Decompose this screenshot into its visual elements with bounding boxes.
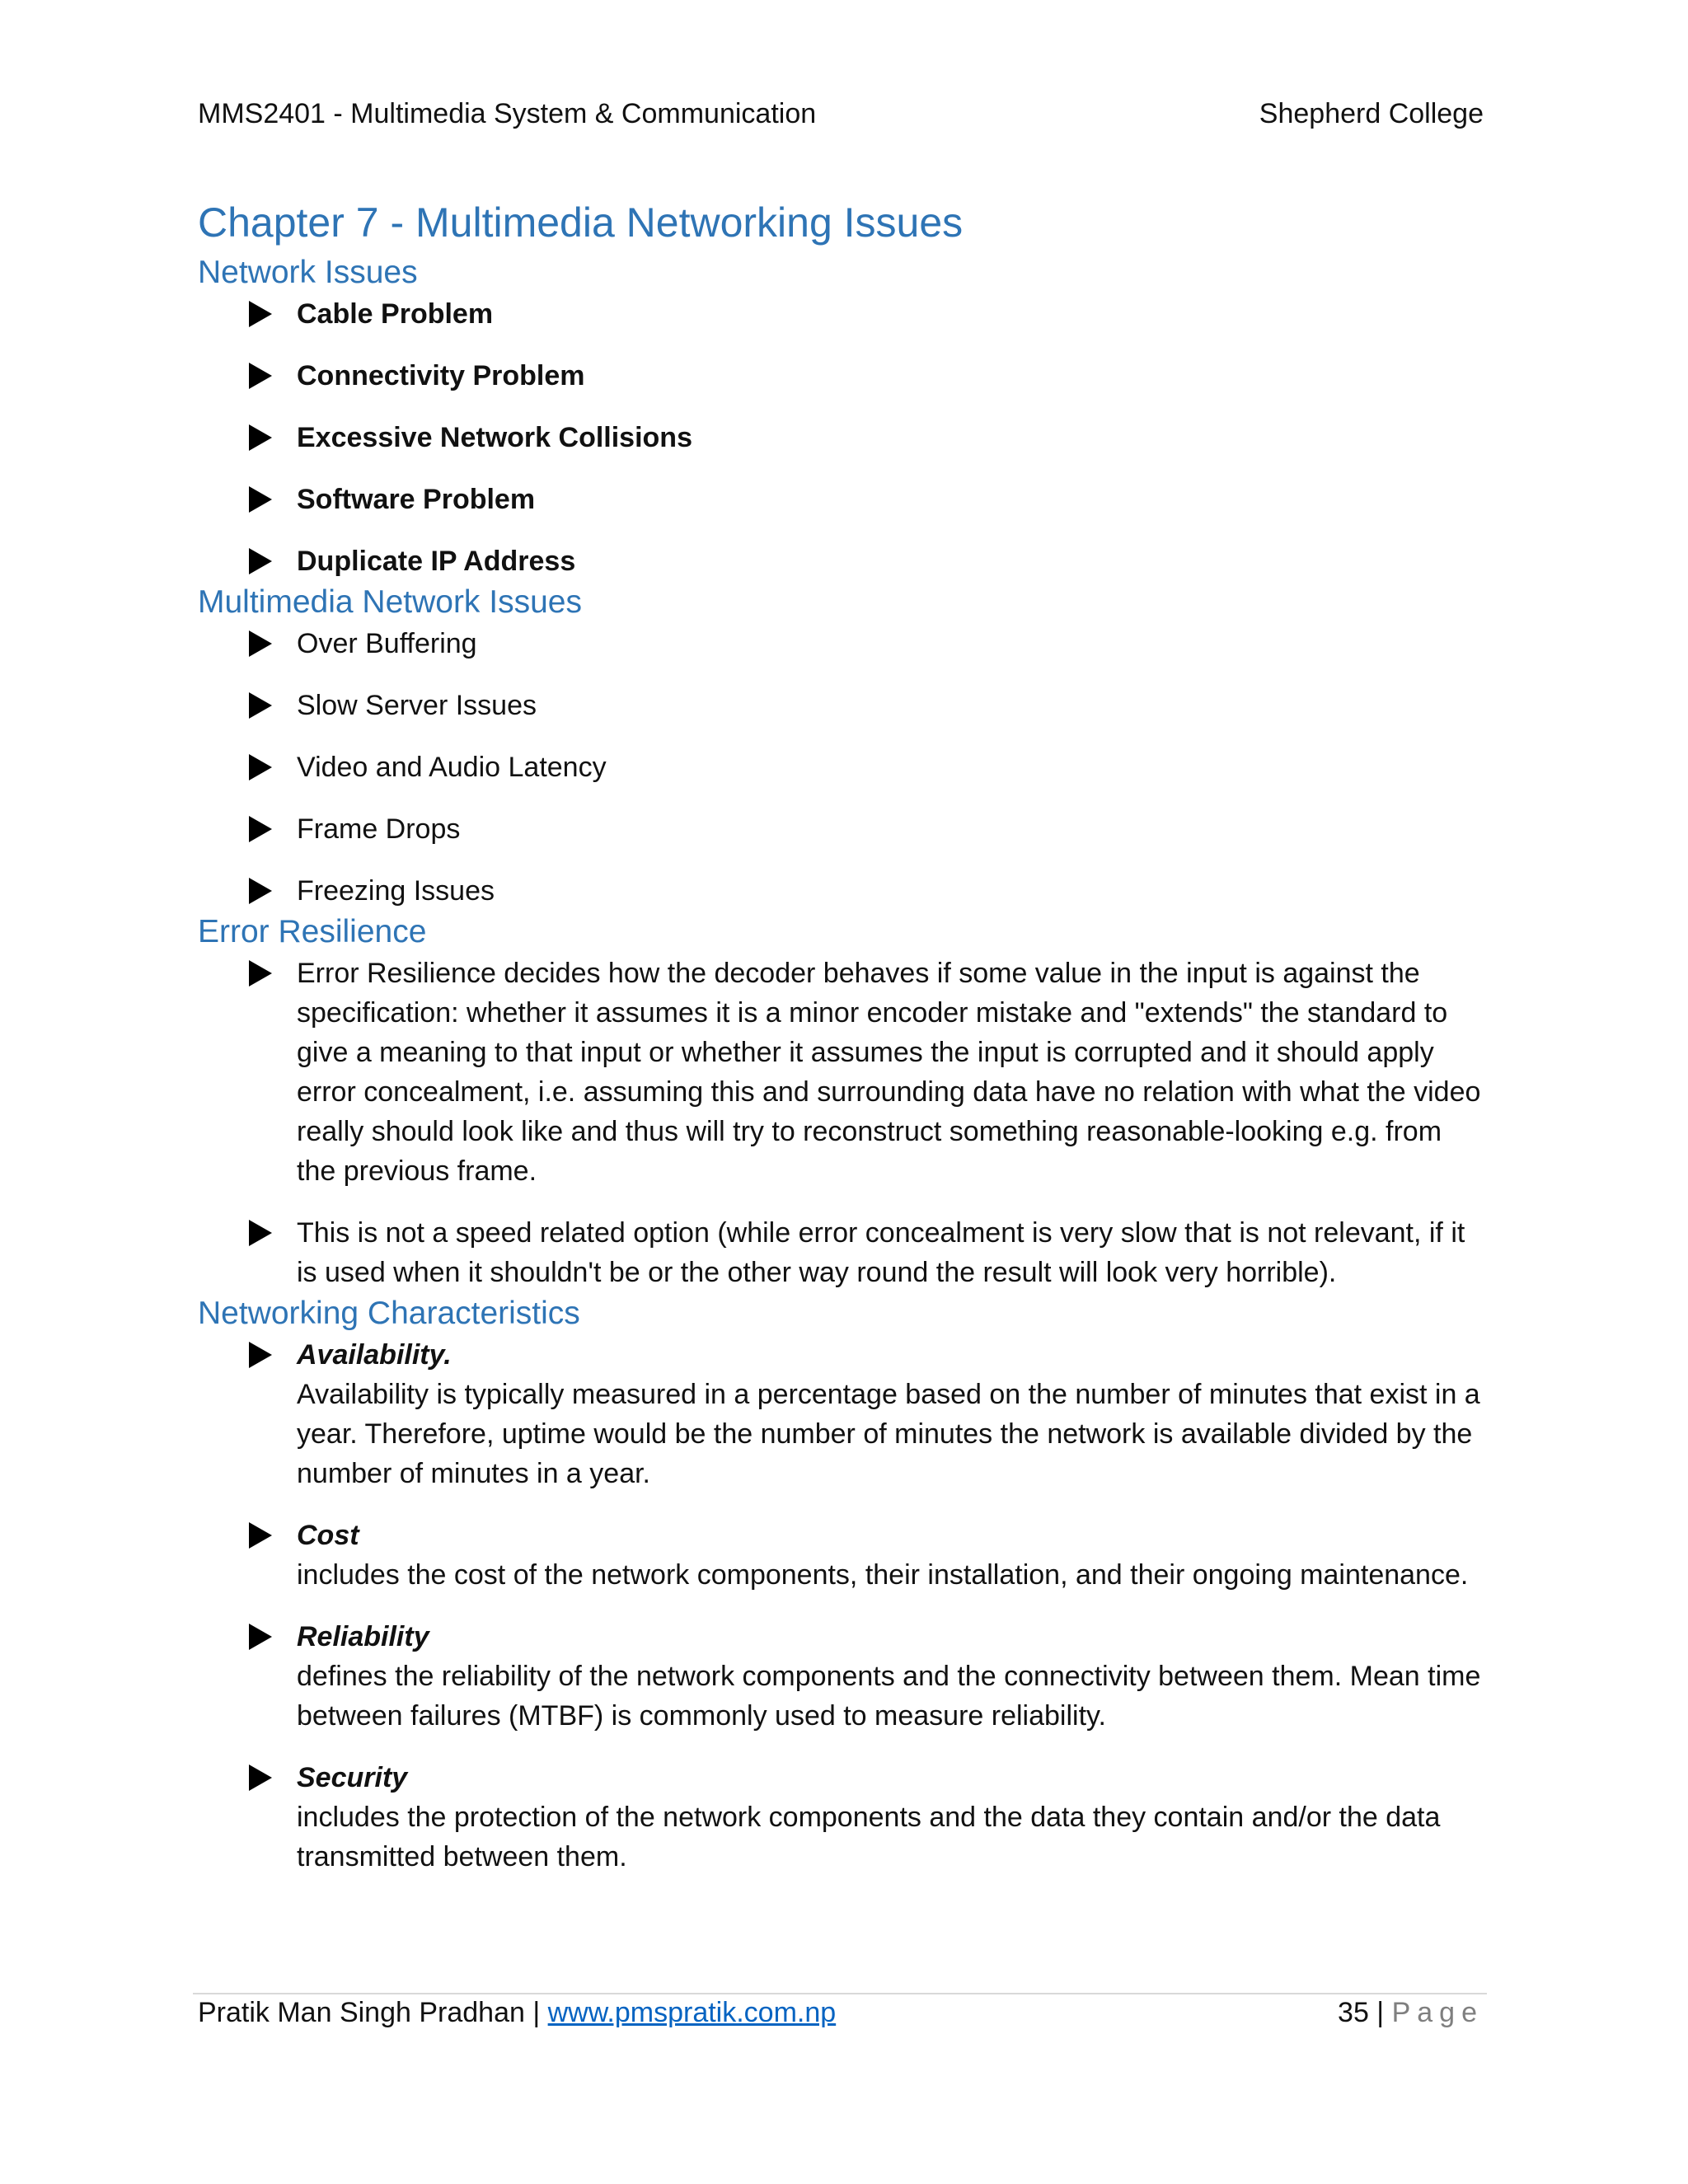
section-heading-error-resilience: Error Resilience: [198, 914, 427, 949]
list-item: Freezing Issues: [198, 871, 1484, 911]
error-resilience-list: [198, 954, 1484, 1292]
characteristic-description: includes the cost of the network components, their installation, and their ongoing maintenance.: [297, 1559, 1469, 1591]
page-number: 35: [1338, 1997, 1369, 2028]
author-name: Pratik Man Singh Pradhan |: [198, 1997, 548, 2028]
list-item: [198, 1516, 1484, 1595]
triangle-bullet-icon: [249, 692, 272, 719]
list-item: Duplicate IP Address: [198, 541, 1484, 581]
page-label: Page: [1391, 1997, 1484, 2028]
characteristic-description: defines the reliability of the network components and the connectivity between them. Mean time between failures (MTBF) is commonly used to measure reliability.: [297, 1661, 1481, 1732]
list-item: Slow Server Issues: [198, 686, 1484, 725]
triangle-bullet-icon: [249, 1522, 272, 1549]
page-separator: |: [1368, 1997, 1392, 2028]
section-heading-network-issues: Network Issues: [198, 255, 418, 290]
list-item: [198, 1335, 1484, 1493]
characteristic-term: Security: [297, 1762, 408, 1793]
list-item: Frame Drops: [198, 809, 1484, 849]
website-link[interactable]: www.pmspratik.com.np: [547, 1997, 837, 2028]
characteristic-term: Reliability: [297, 1621, 429, 1652]
triangle-bullet-icon: [249, 1624, 272, 1650]
triangle-bullet-icon: [249, 754, 272, 780]
college-name: Shepherd College: [1259, 98, 1484, 129]
list-item: This is not a speed related option (while error concealment is very slow that is not relevant, if it is used when it shouldn't be or the other way round the result will look very horrible).: [198, 1213, 1484, 1292]
list-item: [198, 1617, 1484, 1736]
triangle-bullet-icon: [249, 878, 272, 904]
list-item: Software Problem: [198, 480, 1484, 519]
list-item: [198, 1758, 1484, 1877]
chapter-title: Chapter 7 - Multimedia Networking Issues: [198, 199, 964, 246]
list-item: Error Resilience decides how the decoder behaves if some value in the input is against the specification: whether it assumes it is a minor encoder mistake and "extends" the standard to give a meaning to that input or whether it assumes the input is corrupted and it should apply error concealment, i.e. assuming this and surrounding data have no relation with what the video really should look like and thus will try to reconstruct something reasonable-looking e.g. from the previous frame.: [198, 954, 1484, 1191]
triangle-bullet-icon: [249, 363, 272, 389]
list-item: Connectivity Problem: [198, 356, 1484, 396]
network-issues-list: [198, 294, 1484, 581]
page-footer: [198, 1997, 1484, 2038]
multimedia-issues-list: [198, 624, 1484, 911]
triangle-bullet-icon: [249, 816, 272, 842]
footer-divider: [193, 1993, 1487, 1994]
page-content: [198, 194, 1484, 1877]
triangle-bullet-icon: [249, 630, 272, 657]
list-item: Excessive Network Collisions: [198, 418, 1484, 457]
section-heading-multimedia-network-issues: Multimedia Network Issues: [198, 584, 582, 620]
characteristic-description: Availability is typically measured in a percentage based on the number of minutes that exist in a year. Therefore, uptime would be the number of minutes the network is available divided by the number of minutes in a year.: [297, 1379, 1480, 1489]
footer-author: [198, 1997, 836, 2029]
list-item: Cable Problem: [198, 294, 1484, 334]
course-title: MMS2401 - Multimedia System & Communication: [198, 98, 817, 129]
list-item: Over Buffering: [198, 624, 1484, 663]
triangle-bullet-icon: [249, 960, 272, 987]
page-number-block: [1338, 1997, 1484, 2029]
triangle-bullet-icon: [249, 424, 272, 451]
characteristic-description: includes the protection of the network components and the data they contain and/or the data transmitted between them.: [297, 1802, 1441, 1872]
list-item: Video and Audio Latency: [198, 748, 1484, 787]
characteristic-term: Cost: [297, 1520, 359, 1551]
triangle-bullet-icon: [249, 1220, 272, 1246]
section-heading-networking-characteristics: Networking Characteristics: [198, 1296, 580, 1331]
networking-characteristics-list: [198, 1335, 1484, 1877]
triangle-bullet-icon: [249, 486, 272, 513]
triangle-bullet-icon: [249, 301, 272, 327]
characteristic-term: Availability.: [297, 1339, 452, 1371]
triangle-bullet-icon: [249, 548, 272, 574]
page-header: [198, 98, 1484, 139]
triangle-bullet-icon: [249, 1765, 272, 1791]
triangle-bullet-icon: [249, 1342, 272, 1368]
